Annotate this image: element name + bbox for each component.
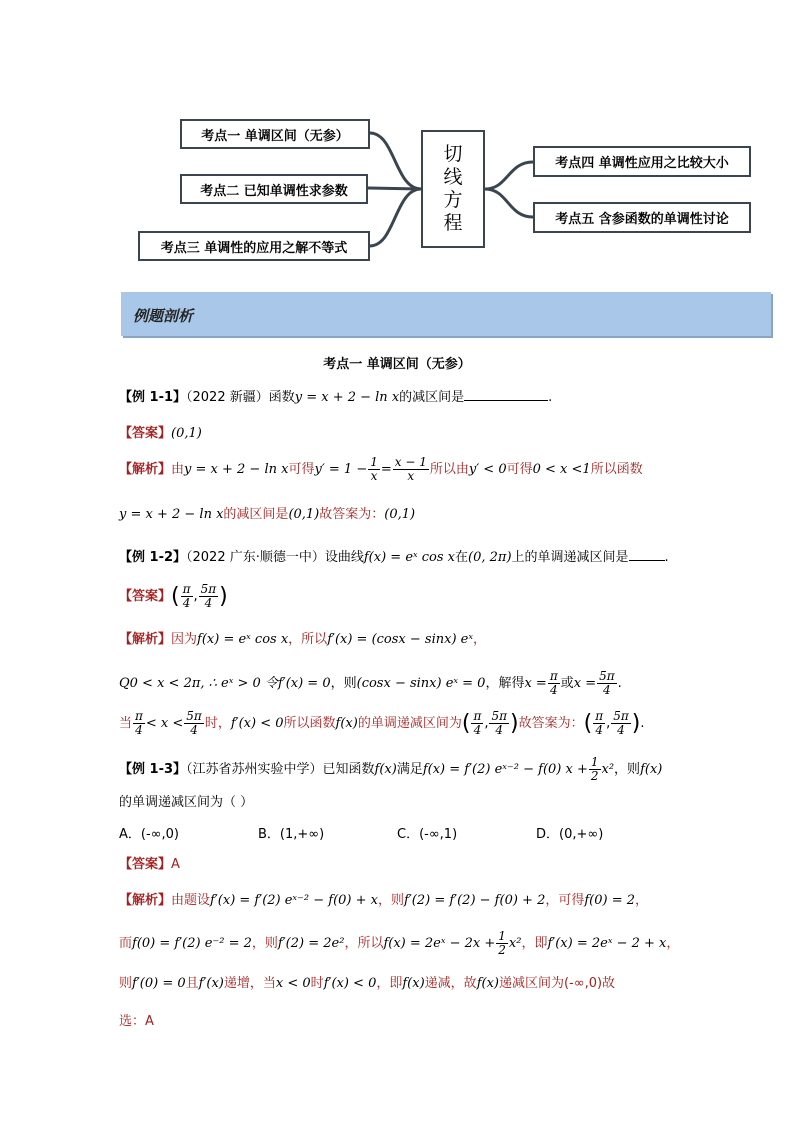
ex2-tag: 【例 1-2】	[119, 550, 187, 565]
ex2-analysis-label: 【解析】	[119, 632, 172, 647]
ex3-tag: 【例 1-3】	[119, 762, 187, 777]
ex1-a2-expr: y = x + 2 − ln x	[119, 507, 224, 522]
ex2-blank	[629, 548, 665, 561]
ex3-option-b: B．(1,+∞)	[258, 827, 325, 842]
ex3-a3-int: 递减区间为(-∞,0)故	[498, 976, 616, 991]
ex1-a1-expr: y = x + 2 − ln x	[184, 462, 289, 477]
ex2-a3-ans-a-den: 4	[595, 723, 603, 737]
ex2-source: （2022 广东·顺德一中）设曲线	[186, 550, 364, 565]
ex1-a1-mid: 可得	[288, 462, 315, 477]
ex3-formula-half	[589, 756, 601, 783]
ex2-a1-mid: ，所以	[288, 632, 328, 647]
ex1-a1-eq: =	[380, 462, 392, 477]
ex1-a1-tail: 所以由	[429, 462, 469, 477]
ex3-a2-mid3: ，即	[521, 936, 548, 951]
ex2-a3-frac-r	[184, 710, 204, 737]
ex2-a2-fp: f′(x) = 0	[277, 676, 331, 691]
ex1-analysis-line1	[119, 456, 643, 483]
ex3-tail: ，则	[614, 762, 641, 777]
ex2-a2-eq: (cosx − sinx) eˣ = 0	[356, 676, 486, 691]
ex3-a2-eq3b: x²	[508, 936, 522, 951]
ex3-a3-when: 时	[310, 976, 324, 991]
ex3-option-a: A．(-∞,0)	[119, 827, 179, 842]
ex3-a2-half-den: 2	[498, 943, 506, 957]
ex1-a1-tail3: 所以函数	[590, 462, 643, 477]
ex2-a2-frac1-num: π	[549, 669, 558, 683]
ex2-a3-lead: 当	[119, 716, 133, 731]
mindmap-left-item-3: 考点三 单调性的应用之解不等式	[138, 231, 370, 261]
ex2-answer: 【答案】( $\frac{\pi}{4}$ , $\frac{5\pi}{4}$ )	[119, 582, 228, 610]
ex2-a2-frac2-den: 4	[603, 683, 611, 697]
ex1-question	[119, 386, 552, 405]
banner-title: 例题剖析	[133, 307, 194, 325]
ex3-a1-mid: ，则	[378, 893, 405, 908]
ex2-func: f(x) = eˣ cos x	[363, 550, 456, 565]
ex2-a3-int-a	[471, 710, 483, 737]
ex1-analysis-label: 【解析】	[119, 462, 172, 477]
ex3-option-c: C．(-∞,1)	[397, 827, 458, 842]
ex1-func: y = x + 2 − ln x	[294, 390, 400, 405]
ex2-a3-frac-l	[133, 710, 145, 737]
ex3-a2-half-num: 1	[498, 929, 506, 943]
ex2-a3-when: 时，	[204, 716, 231, 731]
ex3-a2-half	[496, 930, 508, 957]
ex2-answer-a	[181, 583, 193, 610]
ex3-fx2: f(x)	[640, 762, 663, 777]
ex2-analysis-line3: 当 $\frac{\pi}{4}$ < x < $\frac{5\pi}{4}$ 时，f′(x) < 0所以函数f(x)的单调递减区间为( $\frac{\pi}{4}$ , $\frac{5\pi}{4}$ )故答案为：( $\frac{\pi}{4}$ , $\frac{5\pi}{4}$ ).	[119, 709, 645, 737]
ex2-a3-int-b-den: 4	[495, 723, 504, 737]
ex2-a2-end: .	[617, 676, 622, 691]
ex1-a2-ans: (0,1)	[384, 507, 416, 522]
ex2-a3-ans-a-num: π	[595, 709, 604, 723]
ex3-a2-eq4: f′(x) = 2eˣ − 2 + x	[547, 936, 667, 951]
ex1-period: .	[548, 390, 553, 405]
ex3-analysis-line2	[119, 930, 679, 957]
ex3-question-line2: 的单调递减区间为（ ）	[119, 795, 254, 810]
ex2-answer-a-num: π	[182, 582, 191, 596]
ex2-a3-ans-b-den: 4	[617, 723, 625, 737]
ex1-tail: 的减区间是	[399, 390, 465, 405]
ex2-a3-dec: 的单调递减区间为	[357, 716, 462, 731]
ex3-analysis-label: 【解析】	[119, 893, 172, 908]
ex1-a1-range: 0 < x <1	[532, 462, 591, 477]
ex2-a3-ans-b-num: 5π	[613, 709, 629, 723]
ex2-analysis-line1	[119, 628, 486, 647]
ex1-a2-text: 的减区间是	[223, 507, 289, 522]
ex2-a1: 因为	[171, 632, 198, 647]
ex2-mid: 在	[455, 550, 469, 565]
mindmap-left-item-2: 考点二 已知单调性求参数	[180, 174, 368, 204]
ex3-a2-eq: f(0) = f′(2) e⁻² = 2	[132, 936, 252, 951]
mindmap-center-char-2: 线	[443, 166, 463, 188]
ex2-a3-int-b	[489, 710, 509, 737]
ex2-a2-lead: Q0 < x < 2π, ∴ eˣ > 0 令	[119, 676, 278, 691]
ex1-a2-int: (0,1)	[288, 507, 320, 522]
ex3-a2-lead: 而	[119, 936, 133, 951]
ex2-a3-frac-l-den: 4	[135, 723, 143, 737]
ex2-a3-int-b-num: 5π	[491, 709, 507, 723]
ex3-a1-end: ，	[635, 893, 649, 908]
ex1-blank	[464, 388, 548, 401]
section-title: 考点一 单调区间（无参）	[323, 357, 471, 372]
ex2-a3-fp: f′(x) < 0	[230, 716, 284, 731]
ex3-a3-fp: f′(x)	[198, 976, 224, 991]
mindmap-right-item-2: 考点五 含参函数的单调性讨论	[533, 202, 751, 233]
mindmap-left-item-1: 考点一 单调区间（无参）	[180, 119, 370, 149]
ex2-a3-lt: < x <	[145, 716, 184, 731]
ex3-answer-label: 【答案】	[119, 857, 172, 872]
ex1-frac2	[393, 456, 429, 483]
ex1-source: （2022 新疆）函数	[186, 390, 295, 405]
ex2-a3-int-a-den: 4	[473, 723, 482, 737]
ex3-a3-mid: ，即	[376, 976, 403, 991]
ex2-question	[119, 546, 669, 565]
ex2-a2-x1: x =	[524, 676, 547, 691]
ex3-analysis-line4: 选：A	[119, 1014, 154, 1029]
ex3-a2-end: ，	[666, 936, 680, 951]
ex3-a3-dec: 递减，故	[424, 976, 477, 991]
ex2-a3-frac-l-num: π	[135, 709, 143, 723]
ex2-tail: 上的单调递减区间是	[511, 550, 629, 565]
ex3-a2-eq2: f′(2) = 2e²	[277, 936, 345, 951]
ex3-a3-lead: 则	[119, 976, 133, 991]
ex3-a3-and: 且	[185, 976, 199, 991]
ex1-frac2-num: x − 1	[394, 455, 427, 469]
ex1-answer-value: (0,1)	[171, 426, 202, 441]
ex3-a3-eq: f′(0) = 0	[132, 976, 186, 991]
ex3-question-line1	[119, 756, 662, 783]
ex3-a1-lead: 由题设	[171, 893, 211, 908]
ex2-a3-ans-text: 故答案为：	[518, 716, 584, 731]
ex1-a1-tail2: 可得	[506, 462, 533, 477]
ex3-a2-mid: ，则	[251, 936, 278, 951]
ex1-analysis-line2	[119, 503, 415, 522]
ex2-a3-fx: f(x)	[335, 716, 358, 731]
ex2-a1-f: f(x) = eˣ cos x	[197, 632, 289, 647]
mindmap-center-char-3: 方	[443, 189, 463, 211]
ex3-a1-eq3: f(0) = 2	[584, 893, 636, 908]
ex1-a1-cond: y′ < 0	[468, 462, 507, 477]
ex3-a2-eq3: f(x) = 2eˣ − 2x +	[383, 936, 496, 951]
ex2-a1-end: ，	[472, 632, 486, 647]
ex3-a3-fx2: f(x)	[476, 976, 499, 991]
mindmap-center-char-4: 程	[443, 212, 463, 234]
ex2-a2-or: 或	[560, 676, 574, 691]
ex3-analysis-line3	[119, 972, 615, 991]
ex3-a2-mid2: ，所以	[344, 936, 384, 951]
ex3-fx: f(x)	[374, 762, 397, 777]
ex2-a2-frac2	[597, 670, 617, 697]
ex3-satisfy: 满足	[396, 762, 423, 777]
ex2-a3-ans-b	[611, 710, 631, 737]
ex1-answer	[119, 422, 202, 441]
ex2-interval: (0, 2π)	[468, 550, 512, 565]
ex2-a3-int-a-num: π	[473, 709, 482, 723]
section-banner	[121, 292, 771, 336]
ex3-answer	[119, 853, 180, 872]
ex2-answer-b-den: 4	[204, 596, 213, 610]
ex3-a3-fp2: f′(x) < 0	[323, 976, 377, 991]
ex3-a3-cond: x < 0	[275, 976, 311, 991]
ex3-analysis-line1	[119, 889, 648, 908]
ex2-a2-sol: ，解得	[485, 676, 525, 691]
mindmap-right-item-1: 考点四 单调性应用之比较大小	[533, 146, 751, 177]
ex3-answer-value: A	[171, 857, 180, 872]
ex3-option-d: D．(0,+∞)	[536, 827, 604, 842]
ex2-answer-label: 【答案】	[119, 589, 172, 604]
ex3-a1-mid2: ，可得	[545, 893, 585, 908]
ex2-a3-end: .	[640, 716, 645, 731]
mindmap-center-char-1: 切	[443, 143, 463, 165]
ex3-a1-eq: f′(x) = f′(2) eˣ⁻² − f(0) + x	[210, 893, 378, 908]
ex3-a1-eq2: f′(2) = f′(2) − f(0) + 2	[404, 893, 546, 908]
ex1-frac1-den: x	[370, 469, 378, 483]
ex1-frac1	[368, 456, 380, 483]
ex2-a2-frac2-num: 5π	[599, 669, 615, 683]
mindmap-center	[421, 130, 485, 248]
ex2-a3-frac-r-den: 4	[190, 723, 198, 737]
ex3-a3-fx: f(x)	[402, 976, 425, 991]
ex2-period: .	[664, 550, 669, 565]
ex3-a3-inc: 递增，当	[223, 976, 276, 991]
ex2-a2-frac1	[548, 670, 560, 697]
ex2-a2-frac1-den: 4	[549, 683, 558, 697]
ex1-frac2-den: x	[407, 469, 415, 483]
ex2-a3-frac-r-num: 5π	[186, 709, 202, 723]
ex1-a1-derivative: y′ = 1 −	[314, 462, 368, 477]
ex3-formula-half-num: 1	[590, 755, 599, 769]
ex2-answer-b	[199, 583, 219, 610]
ex2-a2-x2: x =	[573, 676, 597, 691]
ex1-frac1-num: 1	[370, 455, 378, 469]
ex2-analysis-line2	[119, 670, 622, 697]
ex2-a1-fp: f′(x) = (cosx − sinx) eˣ	[327, 632, 473, 647]
ex3-source: （江苏省苏州实验中学）已知函数	[186, 762, 375, 777]
ex3-formula-a: f(x) = f′(2) eˣ⁻² − f(0) x +	[422, 762, 588, 777]
ex1-answer-label: 【答案】	[119, 426, 172, 441]
ex3-formula-half-den: 2	[590, 769, 599, 783]
ex2-a3-ans-a	[593, 710, 605, 737]
ex2-a2-mid: ，则	[330, 676, 357, 691]
ex2-a3-so: 所以函数	[283, 716, 336, 731]
ex3-formula-b: x²	[601, 762, 615, 777]
ex2-answer-b-num: 5π	[200, 582, 217, 596]
ex1-a1-text: 由	[171, 462, 185, 477]
ex1-a2-tail: 故答案为：	[319, 507, 385, 522]
ex2-answer-a-den: 4	[182, 596, 191, 610]
ex1-tag: 【例 1-1】	[119, 390, 187, 405]
